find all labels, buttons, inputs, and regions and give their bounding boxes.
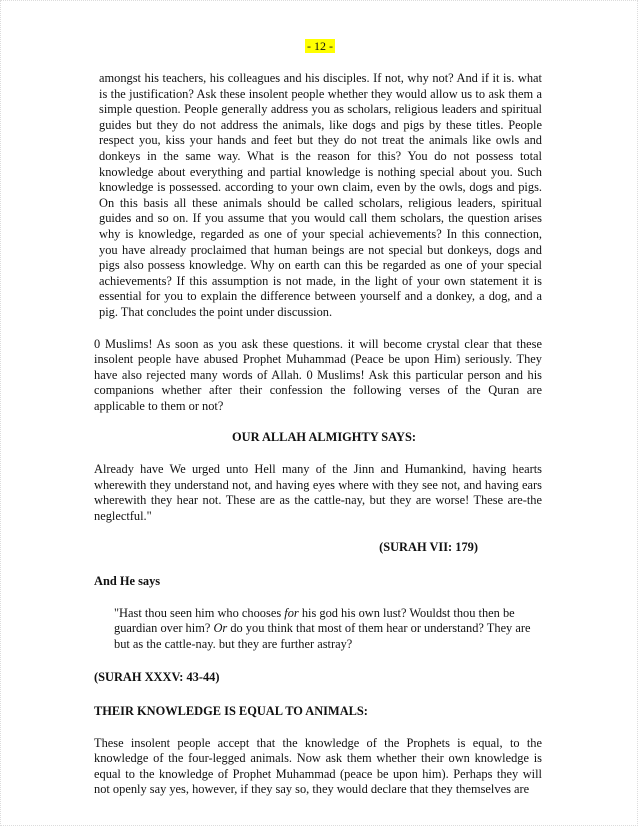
paragraph-continuation: amongst his teachers, his colleagues and his disciples. If not, why not? And if it is. what is the justification? Ask these insolent people whether they would allow us to ask them a simple question. People generally address you as scholars, religious leaders and spiritual guides but they do not address the animals, like dogs and pigs by these titles. People respect you, kiss your hands and feet but they do not treat the animals like owls and donkeys in the same way. What is the reason for this? You do not possess total knowledge about everything and partial knowledge is nothing special about you. Such knowledge is possessed. according to your own claim, even by the owls, dogs and pigs. On this basis all these animals should be called scholars, religious leaders, spiritual guides and so on. If you assume that you would call them scholars, the question arises why is knowledge, regarded as one of your special achievements? In this connection, you have already proclaimed that human beings are not special but donkeys, dogs and pigs also possess knowledge. Why on earth can this be regarded as one of your special achievements? If this assumption is not made, in the light of your own statement it is essential for you to explain the difference between yourself and a donkey, a dog, and a pig. That concludes the point under discussion. <box>99 71 542 319</box>
surah-reference-1: (SURAH VII: 179) <box>379 540 478 555</box>
page-content <box>94 71 542 798</box>
page-number-label: - 12 - <box>307 39 333 53</box>
quran-quote-hell: Already have We urged unto Hell many of the Jinn and Humankind, having hearts wherewith they understand not, and having eyes where with they see not, and having ears wherewith they hear not. These are as the cattle-nay, but they are worse! These are-the neglectful." <box>94 462 542 523</box>
quote-italic-or: Or <box>213 621 228 636</box>
quote-part-a: "Hast thou seen him who chooses <box>114 605 285 620</box>
paragraph-knowledge: These insolent people accept that the knowledge of the Prophets is equal, to the knowledge of the four-legged animals. Now ask them whether their own knowledge is equal to the knowledge of Prophet Muhammad (peace be upon him). Perhaps they will not openly say yes, however, if they say so, they would declare that they themselves are <box>94 735 542 797</box>
quote-italic-for: for <box>284 605 299 620</box>
paragraph-muslims-question: 0 Muslims! As soon as you ask these questions. it will become crystal clear that these insolent people have abused Prophet Muhammad (Peace be upon Him) seriously. They have also rejected many words of Allah. 0 Muslims! Ask this particular person and his companions whether after their confession the following verses of the Quran are applicable to them or not? <box>94 336 542 413</box>
quran-quote-lust <box>94 606 542 653</box>
and-he-says-label: And He says <box>94 574 161 589</box>
surah-reference-2: (SURAH XXXV: 43-44) <box>94 670 220 685</box>
heading-knowledge-equal: THEIR KNOWLEDGE IS EQUAL TO ANIMALS: <box>94 704 368 718</box>
quote-part-b: his god his own lust? Wouldst thou then be guardian over him? <box>114 605 515 636</box>
page-number <box>1 39 638 54</box>
quote-part-c: do you think that most of them hear or understand? They are but as the cattle-nay. but they are further astray? <box>114 621 531 651</box>
heading-allah-says: OUR ALLAH ALMIGHTY SAYS: <box>232 430 416 445</box>
